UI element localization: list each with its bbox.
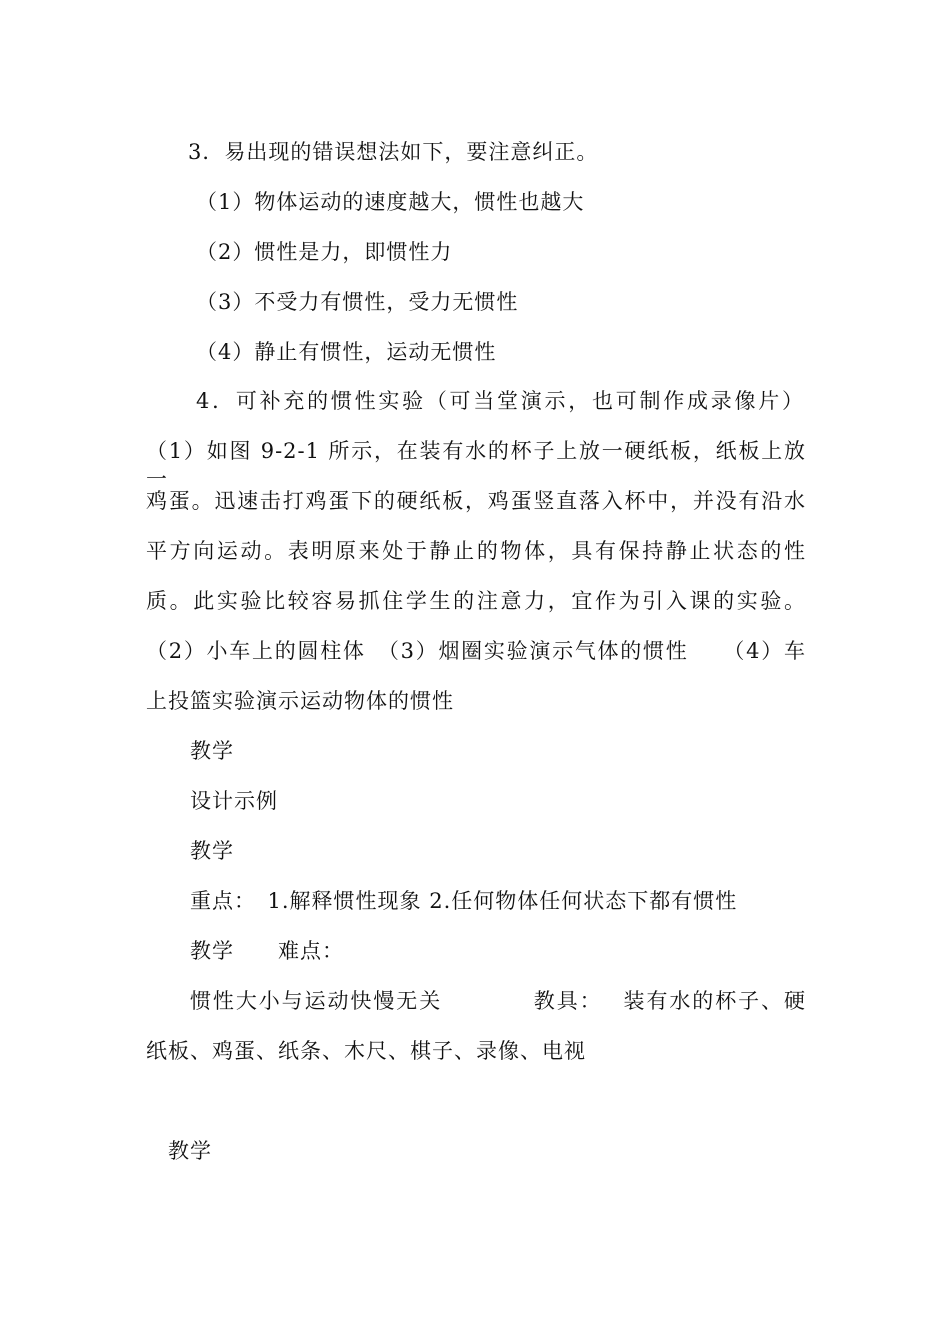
- text-line-19: 纸板、鸡蛋、纸条、木尺、棋子、录像、电视: [146, 1039, 586, 1063]
- text-line-15: 教学: [190, 839, 234, 863]
- text-line-11: （2）小车上的圆柱体 （3）烟圈实验演示气体的惯性 （4）车: [146, 639, 806, 663]
- text-line-8: 鸡蛋。迅速击打鸡蛋下的硬纸板，鸡蛋竖直落入杯中，并没有沿水: [146, 489, 806, 513]
- text-line-3: （2）惯性是力，即惯性力: [196, 240, 453, 264]
- text-line-16: 重点： 1.解释惯性现象 2.任何物体任何状态下都有惯性: [190, 889, 738, 913]
- text-line-20: 教学: [168, 1139, 212, 1163]
- text-line-7: （1）如图 9-2-1 所示，在装有水的杯子上放一硬纸板，纸板上放一: [146, 439, 806, 491]
- text-line-4: （3）不受力有惯性，受力无惯性: [196, 290, 519, 314]
- text-line-18: 惯性大小与运动快慢无关 教具： 装有水的杯子、硬: [190, 989, 806, 1013]
- text-line-10: 质。此实验比较容易抓住学生的注意力，宜作为引入课的实验。: [146, 589, 806, 613]
- text-line-9: 平方向运动。表明原来处于静止的物体，具有保持静止状态的性: [146, 539, 806, 563]
- text-line-13: 教学: [190, 739, 234, 763]
- text-line-2: （1）物体运动的速度越大，惯性也越大: [196, 190, 585, 214]
- text-line-1: 3．易出现的错误想法如下，要注意纠正。: [188, 140, 599, 164]
- text-line-12: 上投篮实验演示运动物体的惯性: [146, 689, 454, 713]
- text-line-14: 设计示例: [190, 789, 278, 813]
- text-line-17: 教学 难点：: [190, 939, 344, 963]
- text-line-5: （4）静止有惯性，运动无惯性: [196, 340, 497, 364]
- text-line-6: 4．可补充的惯性实验（可当堂演示，也可制作成录像片）: [196, 389, 804, 413]
